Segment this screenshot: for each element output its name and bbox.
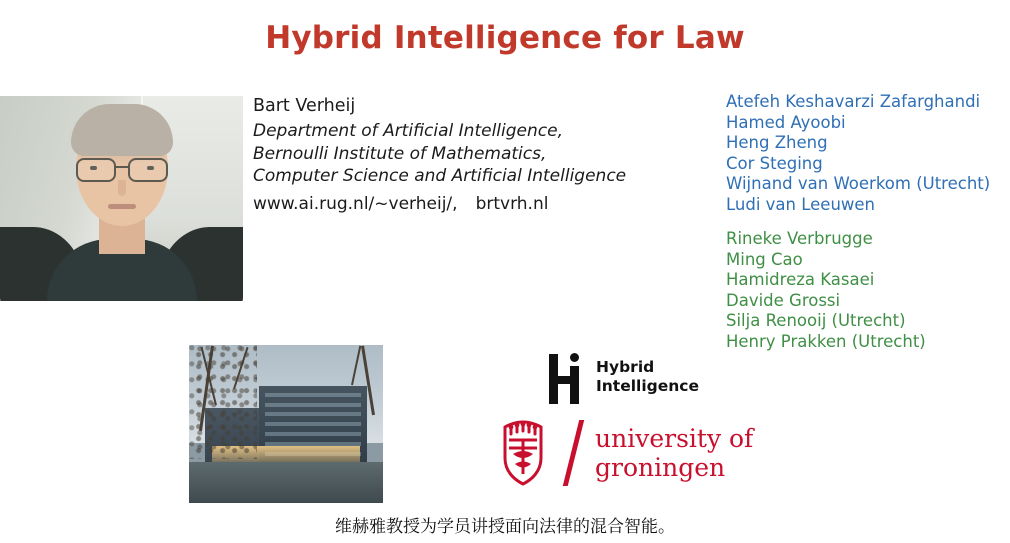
tree-foliage <box>189 345 257 459</box>
list-item: Ming Cao <box>726 249 803 269</box>
collaborators-group-green <box>726 229 926 352</box>
portrait-mouth <box>108 204 136 209</box>
slide-caption: 维赫雅教授为学员讲授面向法律的混合智能。 <box>335 517 675 537</box>
rug-logo-text <box>595 424 753 482</box>
affiliation-line-1: Department of Artificial Intelligence, <box>253 121 563 141</box>
university-building-image <box>189 345 383 503</box>
glasses-lens-right <box>128 158 168 182</box>
building-window-row <box>265 422 361 426</box>
speaker-website-link[interactable]: www.ai.rug.nl/~verheij/, <box>253 193 458 214</box>
building-foreground <box>189 462 383 503</box>
hi-monogram-icon <box>548 352 588 406</box>
affiliation-line-3: Computer Science and Artificial Intelligence <box>253 166 627 186</box>
hi-logo-line-1: Hybrid <box>596 358 655 376</box>
rug-logo-line-2: groningen <box>595 453 726 482</box>
hybrid-intelligence-logo <box>548 352 728 408</box>
list-item: Heng Zheng <box>726 133 828 152</box>
list-item: Atefeh Keshavarzi Zafarghandi <box>726 92 981 111</box>
list-item: Ludi van Leeuwen <box>726 194 876 214</box>
speaker-short-link[interactable]: brtvrh.nl <box>475 193 549 214</box>
glasses-lens-left <box>76 158 116 182</box>
speaker-links <box>253 192 683 216</box>
speaker-portrait-image <box>0 96 243 301</box>
rug-crest-icon <box>487 418 559 488</box>
portrait-glasses <box>74 158 170 180</box>
speaker-info <box>253 94 683 216</box>
university-of-groningen-logo <box>487 418 757 488</box>
glasses-bridge <box>116 166 128 168</box>
hi-logo-text <box>596 358 699 396</box>
building-window-row <box>265 432 361 436</box>
building-window-row <box>265 393 361 397</box>
hi-dot <box>570 353 579 362</box>
list-item: Wijnand van Woerkom (Utrecht) <box>726 174 991 193</box>
rug-logo-slash <box>563 420 584 486</box>
collaborators-group-blue <box>726 92 990 215</box>
speaker-name: Bart Verheij <box>253 96 356 116</box>
hi-logo-line-2: Intelligence <box>596 377 700 395</box>
building-window-row <box>265 412 361 416</box>
affiliation-line-2: Bernoulli Institute of Mathematics, <box>253 143 547 164</box>
speaker-affiliation <box>253 120 683 188</box>
list-item: Cor Steging <box>726 153 823 173</box>
hi-bar-right <box>570 366 579 404</box>
list-item: Silja Renooij (Utrecht) <box>726 311 906 330</box>
page-title: Hybrid Intelligence for Law <box>265 20 745 56</box>
list-item: Hamidreza Kasaei <box>726 270 875 289</box>
rug-logo-line-1: university of <box>595 424 754 453</box>
portrait-hair <box>71 104 173 156</box>
list-item: Hamed Ayoobi <box>726 112 846 132</box>
list-item: Rineke Verbrugge <box>726 229 873 248</box>
building-window-row <box>265 403 361 407</box>
list-item: Davide Grossi <box>726 290 841 310</box>
list-item: Henry Prakken (Utrecht) <box>726 331 926 351</box>
portrait-nose <box>118 180 126 196</box>
